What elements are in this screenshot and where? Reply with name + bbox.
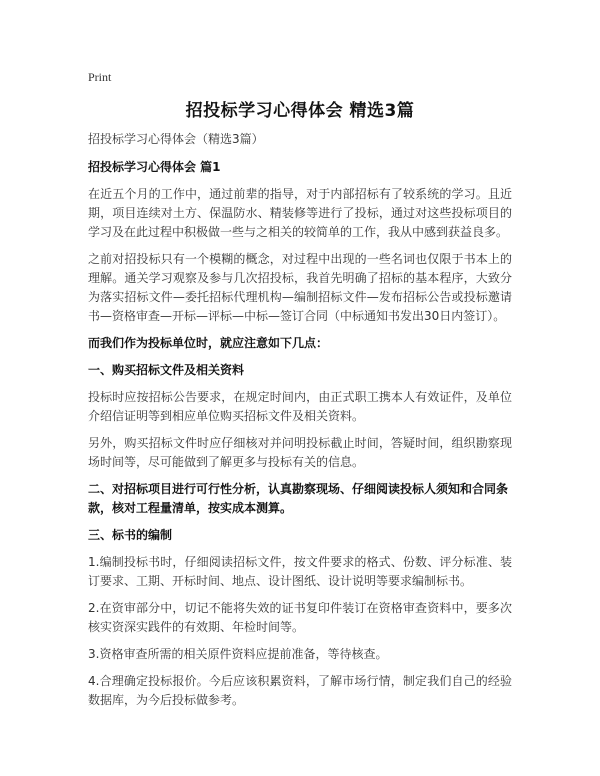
print-link[interactable]: Print [88,70,112,84]
paragraph-3: 投标时应按招标公告要求，在规定时间内，由正式职工携本人有效证件，及单位介绍信证明等到相应单位购买招标文件及相关资料。 [88,390,512,423]
paragraph-1: 在近五个月的工作中，通过前辈的指导，对于内部招标有了较系统的学习。且近期，项目连续对土方、保温防水、精装修等进行了投标，通过对这些投标项目的学习及在此过程中积极做一些与之相关的较简单的工作，我从中感到获益良多。 [88,187,512,239]
document-body [88,130,512,718]
heading-three: 三、标书的编制 [88,528,173,542]
paragraph-4: 另外，购买招标文件时应仔细核对并问明投标截止时间，答疑时间，组织勘察现场时间等，尽可能做到了解更多与投标有关的信息。 [88,436,512,469]
document-subtitle: 招投标学习心得体会（精选3篇） [88,132,264,146]
list-item-1: 1.编制投标书时，仔细阅读招标文件，按文件要求的格式、份数、评分标准、装订要求、工期、开标时间、地点、设计图纸、设计说明等要求编制标书。 [88,555,512,588]
page-title: 招投标学习心得体会 精选3篇 [185,101,415,121]
heading-one: 一、购买招标文件及相关资料 [88,363,245,377]
list-item-4: 4.合理确定投标报价。今后应该积累资料，了解市场行情，制定我们自己的经验数据库，为今后投标做参考。 [88,674,512,707]
heading-two: 二、对招标项目进行可行性分析，认真勘察现场、仔细阅读投标人须知和合同条款，核对工程量清单，按实成本测算。 [88,482,509,515]
list-item-3: 3.资格审查所需的相关原件资料应提前准备，等待核查。 [88,647,388,661]
bold-note: 而我们作为投标单位时，就应注意如下几点： [88,336,329,350]
list-item-2: 2.在资审部分中，切记不能将失效的证书复印件装订在资格审查资料中，要多次核实资深实践件的有效期、年检时间等。 [88,601,512,634]
paragraph-2: 之前对招投标只有一个模糊的概念，对过程中出现的一些名词也仅限于书本上的理解。通关学习观察及参与几次招投标，我首先明确了招标的基本程序，大致分为落实招标文件—委托招标代理机构—编制招标文件—发布招标公告或投标邀请书—资格审查—开标—评标—中标—签订合同（中标通知书发出30日内签订）。 [88,252,512,323]
section-heading-1: 招投标学习心得体会 篇1 [88,160,221,174]
